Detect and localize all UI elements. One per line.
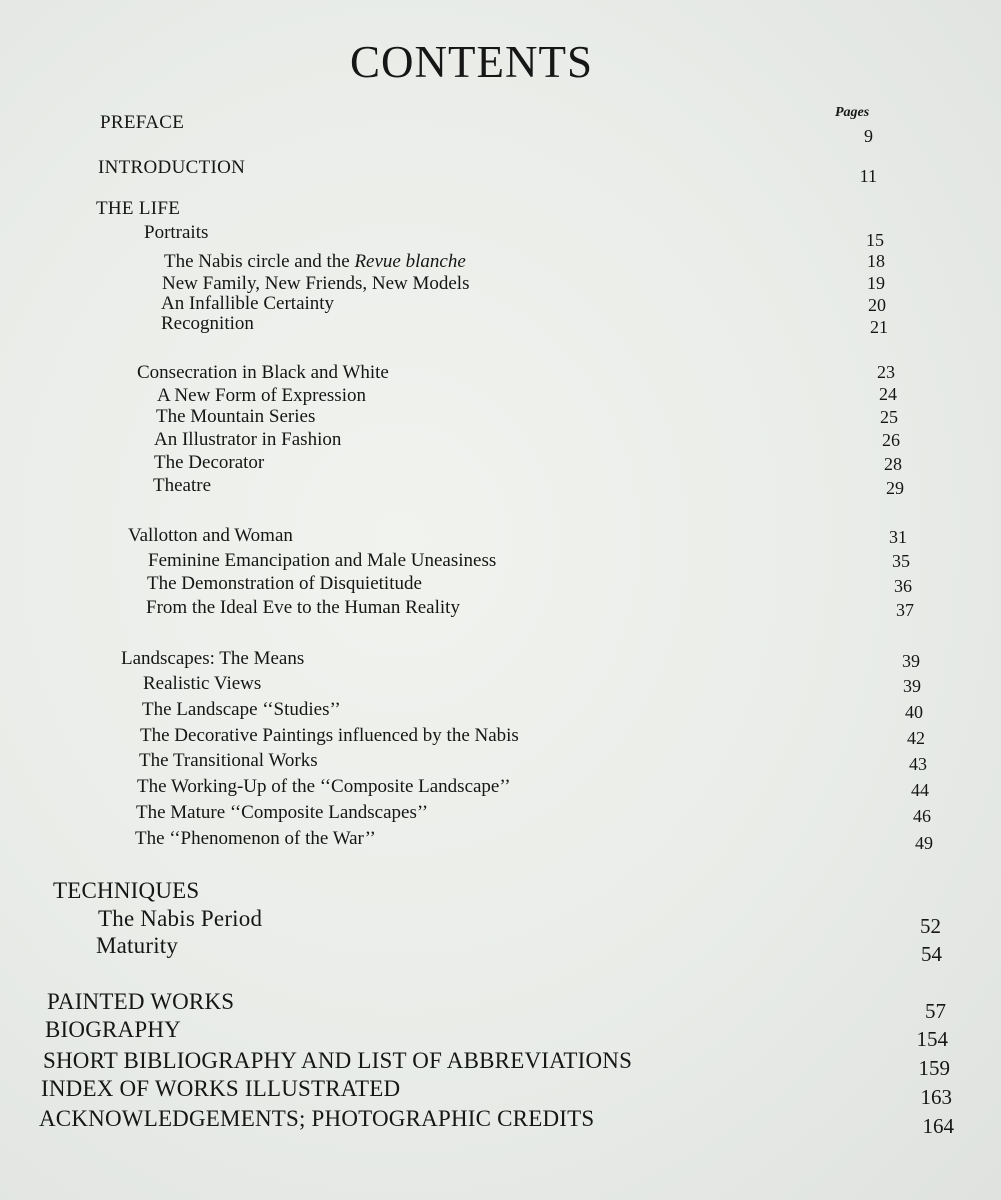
- toc-entry-working-up: The Working-Up of the ‘‘Composite Landscape’’: [137, 776, 511, 797]
- toc-entry-preface: PREFACE: [100, 112, 185, 133]
- page-title: CONTENTS: [350, 37, 593, 87]
- toc-page-landscapes-means: 39: [902, 651, 920, 671]
- toc-page-index-works: 163: [920, 1085, 952, 1109]
- toc-page-consecration: 23: [877, 362, 895, 382]
- toc-entry-bibliography: SHORT BIBLIOGRAPHY AND LIST OF ABBREVIATIONS: [43, 1048, 633, 1073]
- toc-entry-portraits: Portraits: [144, 222, 209, 243]
- toc-page-nabis-circle: 18: [867, 251, 885, 271]
- toc-entry-decorator: The Decorator: [154, 452, 265, 473]
- toc-page-working-up: 44: [911, 780, 929, 800]
- toc-page-introduction: 11: [859, 166, 877, 186]
- toc-entry-illustrator: An Illustrator in Fashion: [154, 429, 342, 450]
- toc-page-mature-composite: 46: [913, 806, 931, 826]
- toc-entry-transitional-works: The Transitional Works: [139, 750, 318, 771]
- toc-entry-mountain-series: The Mountain Series: [156, 406, 316, 427]
- toc-entry-mature-composite: The Mature ‘‘Composite Landscapes’’: [136, 802, 429, 823]
- toc-page-feminine-emancipation: 35: [892, 551, 910, 571]
- toc-section-techniques: TECHNIQUES: [53, 878, 200, 903]
- toc-entry-new-form: A New Form of Expression: [157, 385, 366, 406]
- toc-page-transitional-works: 43: [909, 754, 927, 774]
- toc-page-decorator: 28: [884, 454, 902, 474]
- toc-page-decorative-paintings: 42: [907, 728, 925, 748]
- toc-page-biography: 154: [916, 1027, 948, 1051]
- toc-page-painted-works: 57: [925, 999, 946, 1023]
- toc-page-new-family: 19: [867, 273, 885, 293]
- toc-entry-decorative-paintings: The Decorative Paintings influenced by the Nabis: [140, 725, 519, 746]
- toc-entry-phenomenon-war: The ‘‘Phenomenon of the War’’: [135, 828, 376, 849]
- toc-entry-realistic-views: Realistic Views: [143, 673, 262, 694]
- toc-entry-painted-works: PAINTED WORKS: [47, 989, 235, 1014]
- toc-entry-landscapes-means: Landscapes: The Means: [121, 648, 305, 669]
- toc-entry-theatre: Theatre: [153, 475, 212, 496]
- toc-page-nabis-period: 52: [920, 914, 941, 938]
- toc-entry-recognition: Recognition: [161, 313, 254, 334]
- toc-page-vallotton-woman: 31: [889, 527, 907, 547]
- toc-page-recognition: 21: [870, 317, 888, 337]
- toc-entry-biography: BIOGRAPHY: [45, 1017, 181, 1042]
- toc-entry-infallible-certainty: An Infallible Certainty: [161, 293, 335, 314]
- toc-section-the-life: THE LIFE: [96, 198, 181, 219]
- toc-entry-feminine-emancipation: Feminine Emancipation and Male Uneasiness: [148, 550, 497, 571]
- pages-column-label: Pages: [835, 105, 870, 120]
- toc-page-mountain-series: 25: [880, 407, 898, 427]
- toc-entry-nabis-circle-italic: Revue blanche: [354, 251, 466, 272]
- toc-entry-vallotton-woman: Vallotton and Woman: [128, 525, 293, 546]
- toc-entry-index-works: INDEX OF WORKS ILLUSTRATED: [41, 1076, 401, 1101]
- toc-page-bibliography: 159: [918, 1056, 950, 1080]
- toc-page-infallible-certainty: 20: [868, 295, 886, 315]
- toc-page-new-form: 24: [879, 384, 897, 404]
- toc-entry-consecration: Consecration in Black and White: [137, 362, 389, 383]
- toc-page-theatre: 29: [886, 478, 904, 498]
- toc-page-phenomenon-war: 49: [915, 833, 933, 853]
- toc-entry-demonstration: The Demonstration of Disquietitude: [147, 573, 422, 594]
- toc-page-ideal-eve: 37: [896, 600, 914, 620]
- toc-page-landscape-studies: 40: [905, 702, 923, 722]
- toc-page-realistic-views: 39: [903, 676, 921, 696]
- toc-entry-landscape-studies: The Landscape ‘‘Studies’’: [142, 699, 341, 720]
- toc-page-maturity: 54: [921, 942, 942, 966]
- toc-entry-nabis-circle: The Nabis circle and the Revue blanche: [164, 251, 466, 272]
- toc-page-acknowledgements: 164: [922, 1114, 954, 1138]
- toc-page-demonstration: 36: [894, 576, 912, 596]
- toc-page-portraits: 15: [866, 230, 884, 250]
- toc-entry-ideal-eve: From the Ideal Eve to the Human Reality: [146, 597, 460, 618]
- toc-page-preface: 9: [864, 126, 873, 146]
- toc-entry-acknowledgements: ACKNOWLEDGEMENTS; PHOTOGRAPHIC CREDITS: [39, 1106, 595, 1131]
- toc-entry-new-family: New Family, New Friends, New Models: [162, 273, 470, 294]
- toc-entry-nabis-period: The Nabis Period: [98, 906, 263, 931]
- toc-entry-introduction: INTRODUCTION: [98, 157, 246, 178]
- toc-entry-maturity: Maturity: [96, 933, 179, 958]
- toc-page-illustrator: 26: [882, 430, 900, 450]
